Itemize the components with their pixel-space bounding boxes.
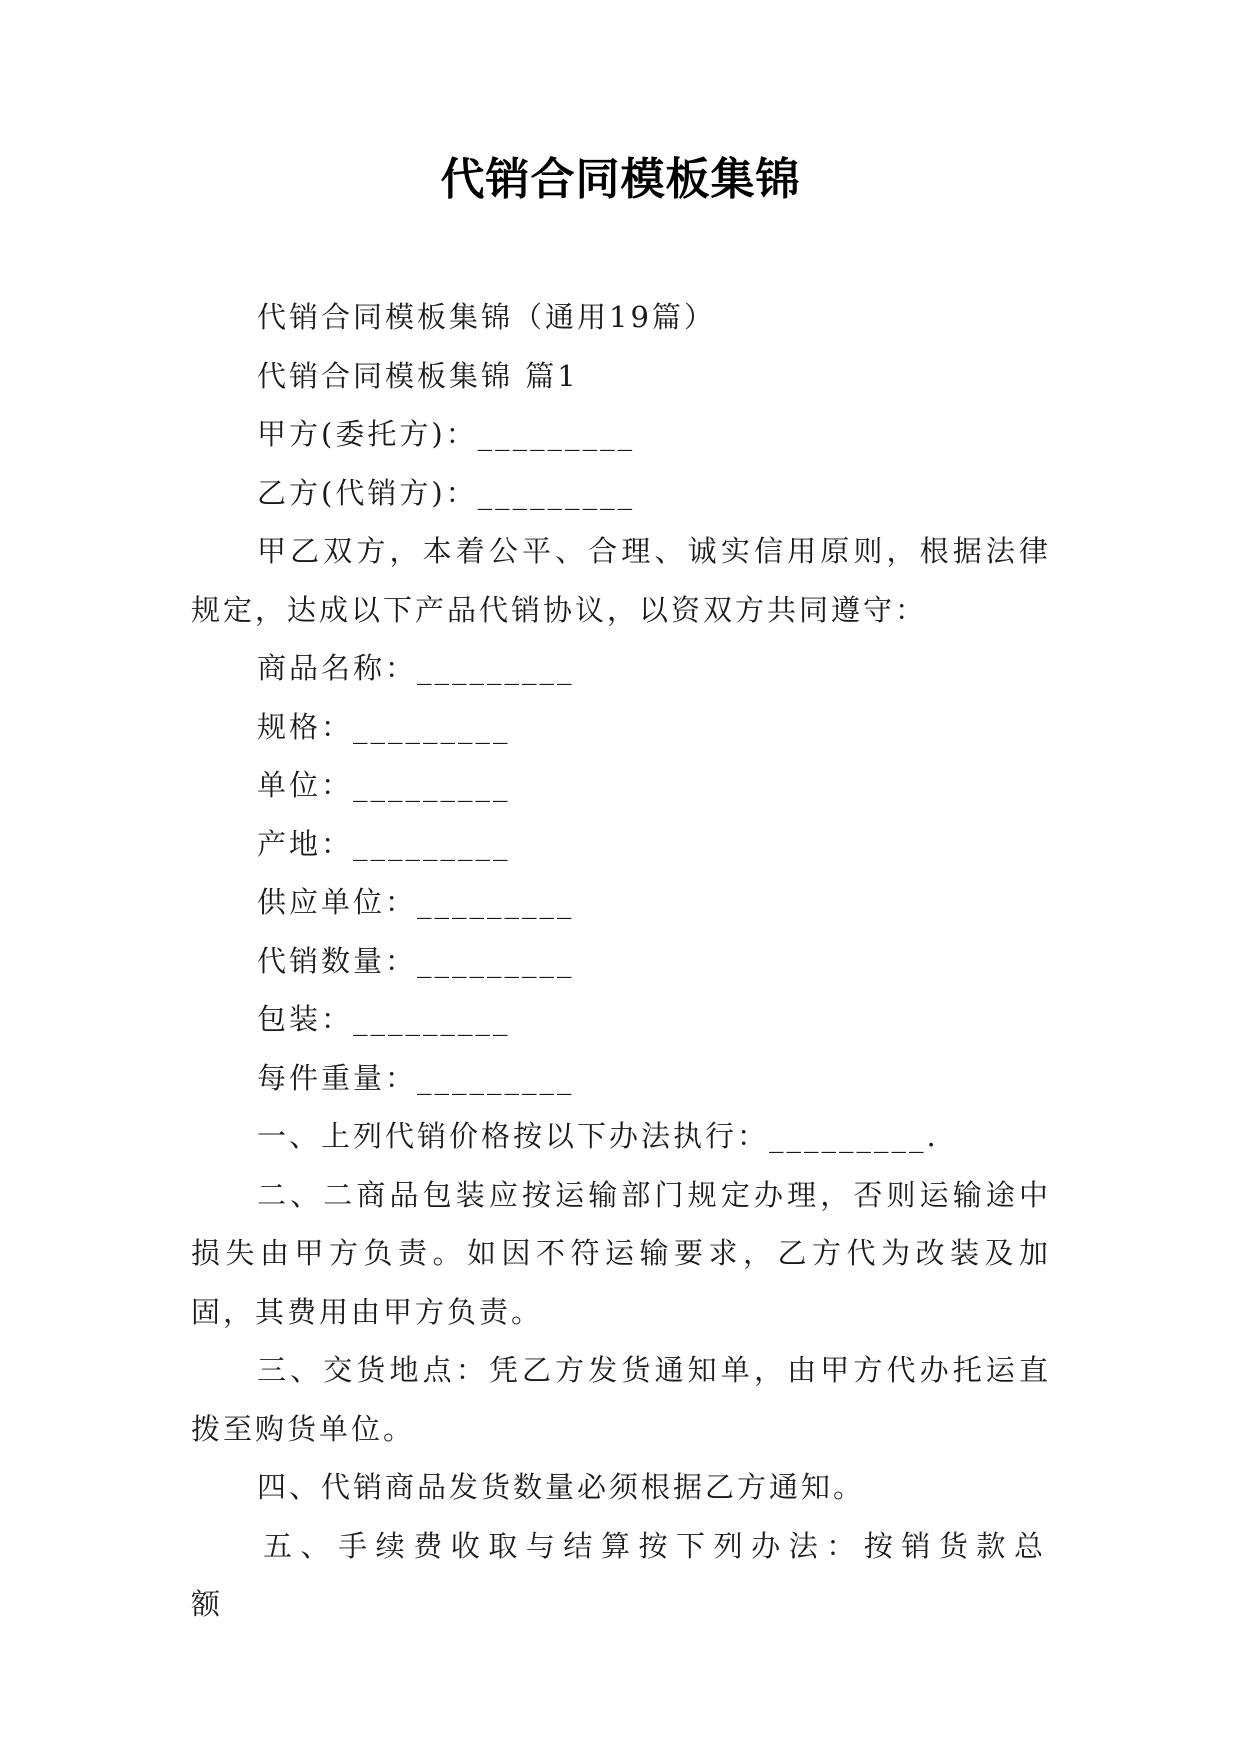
paragraph-clause-1: 一、上列代销价格按以下办法执行：_________. [257,1119,939,1153]
paragraph-preamble: 甲乙双方，本着公平、合理、诚实信用原则，根据法律规定，达成以下产品代销协议，以资双方共同遵守： [191,534,1051,627]
paragraph-quantity: 代销数量：_________ [257,943,575,978]
paragraph-spec: 规格：_________ [257,709,511,744]
paragraph-clause-4: 四、代销商品发货数量必须根据乙方通知。 [257,1470,866,1504]
paragraph-clause-3: 三、交货地点：凭乙方发货通知单，由甲方代办托运直拨至购货单位。 [191,1353,1051,1446]
paragraph-subtitle: 代销合同模板集锦（通用19篇） [257,300,716,334]
paragraph-packaging: 包装：_________ [257,1002,511,1036]
paragraph-supplier: 供应单位：_________ [257,885,575,919]
paragraph-weight: 每件重量：_________ [257,1060,575,1095]
paragraph-product-name: 商品名称：_________ [257,651,575,685]
paragraph-unit: 单位：_________ [257,768,511,802]
paragraph-party-a: 甲方(委托方)：_________ [257,417,636,451]
paragraph-section-heading: 代销合同模板集锦 篇1 [257,358,579,393]
document-title: 代销合同模板集锦 [440,154,801,205]
document-body [191,288,1051,1634]
paragraph-origin: 产地：_________ [257,826,511,861]
paragraph-clause-5: 五、手续费收取与结算按下列办法：按销货款总额 [191,1528,1051,1621]
paragraph-party-b: 乙方(代销方)：_________ [257,475,636,510]
paragraph-clause-2: 二、二商品包装应按运输部门规定办理，否则运输途中损失由甲方负责。如因不符运输要求，乙方代为改装及加固，其费用由甲方负责。 [191,1177,1051,1329]
